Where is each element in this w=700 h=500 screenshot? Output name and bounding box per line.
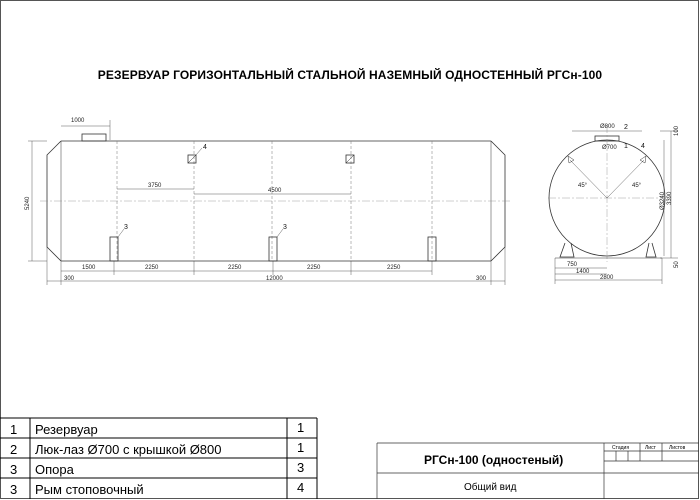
dim-total-label: 12000 bbox=[266, 276, 283, 282]
spec-row-2-num: 2 bbox=[10, 442, 18, 457]
dim-seg3: 2250 bbox=[228, 265, 242, 271]
spec-row-1-num: 1 bbox=[10, 422, 18, 437]
dim-inner: 3750 bbox=[148, 183, 162, 189]
dim-end-base: 50 bbox=[674, 261, 680, 268]
stamp-grid bbox=[377, 443, 699, 499]
spec-row-1-name: Резервуар bbox=[35, 422, 98, 437]
callout-lid: 2 bbox=[624, 124, 628, 131]
drawing-title: РЕЗЕРВУАР ГОРИЗОНТАЛЬНЫЙ СТАЛЬНОЙ НАЗЕМНЫЙ ОДНОСТЕННЫЙ РГСн-100 bbox=[97, 68, 603, 82]
dim-seg4: 2250 bbox=[307, 265, 321, 271]
dim-end-width: 2800 bbox=[600, 275, 614, 281]
dim-right-end: 300 bbox=[476, 276, 487, 282]
stamp-col-sheet: Лист bbox=[645, 445, 656, 451]
dim-inner2: 4500 bbox=[268, 188, 282, 194]
dim-end-top: 100 bbox=[674, 125, 680, 136]
spec-row-1-qty: 1 bbox=[297, 420, 305, 435]
dim-end-half2: 1400 bbox=[576, 269, 590, 275]
stamp-col-stage: Стадия bbox=[612, 445, 630, 451]
spec-row-3-num: 3 bbox=[10, 462, 18, 477]
dim-height-label: 5240 bbox=[25, 196, 31, 210]
dim-seg1: 1500 bbox=[82, 265, 96, 271]
hatch-top bbox=[82, 134, 106, 141]
callout-end-eye: 4 bbox=[641, 143, 645, 150]
dim-seg2: 2250 bbox=[145, 265, 159, 271]
support-2 bbox=[269, 237, 277, 261]
dim-end-hatch: Ø700 bbox=[602, 145, 617, 151]
dim-hatch: 1000 bbox=[71, 118, 85, 124]
spec-row-4-num: 3 bbox=[10, 482, 18, 497]
dim-angle-left: 45° bbox=[578, 183, 588, 189]
dim-end-half1: 750 bbox=[567, 262, 578, 268]
spec-row-4-qty: 4 bbox=[297, 480, 305, 495]
spec-row-2-name: Люк-лаз Ø700 с крышкой Ø800 bbox=[35, 442, 222, 457]
dim-angle-right: 45° bbox=[632, 183, 642, 189]
callout-support-2: 3 bbox=[283, 224, 287, 231]
end-support-right bbox=[646, 243, 656, 257]
spec-row-3-name: Опора bbox=[35, 462, 74, 477]
stamp-designation: РГСн-100 (одностеный) bbox=[424, 453, 564, 467]
dim-seg5: 2250 bbox=[387, 265, 401, 271]
spec-row-3-qty: 3 bbox=[297, 460, 305, 475]
stamp-col-sheets: Листов bbox=[669, 445, 686, 451]
dim-left-end: 300 bbox=[64, 276, 75, 282]
side-view bbox=[28, 120, 512, 285]
callout-eyebolt: 4 bbox=[203, 144, 207, 151]
end-support-left bbox=[560, 243, 574, 257]
dim-end-diam: Ø3240 bbox=[660, 191, 666, 210]
stamp-doc-name: Общий вид bbox=[464, 482, 517, 493]
callout-support: 3 bbox=[124, 224, 128, 231]
dim-end-height: 3390 bbox=[667, 191, 673, 205]
spec-row-2-qty: 1 bbox=[297, 440, 305, 455]
dim-lid: Ø800 bbox=[600, 124, 615, 130]
callout-hatch: 1 bbox=[624, 143, 628, 150]
spec-row-4-name: Рым стоповочный bbox=[35, 482, 144, 497]
